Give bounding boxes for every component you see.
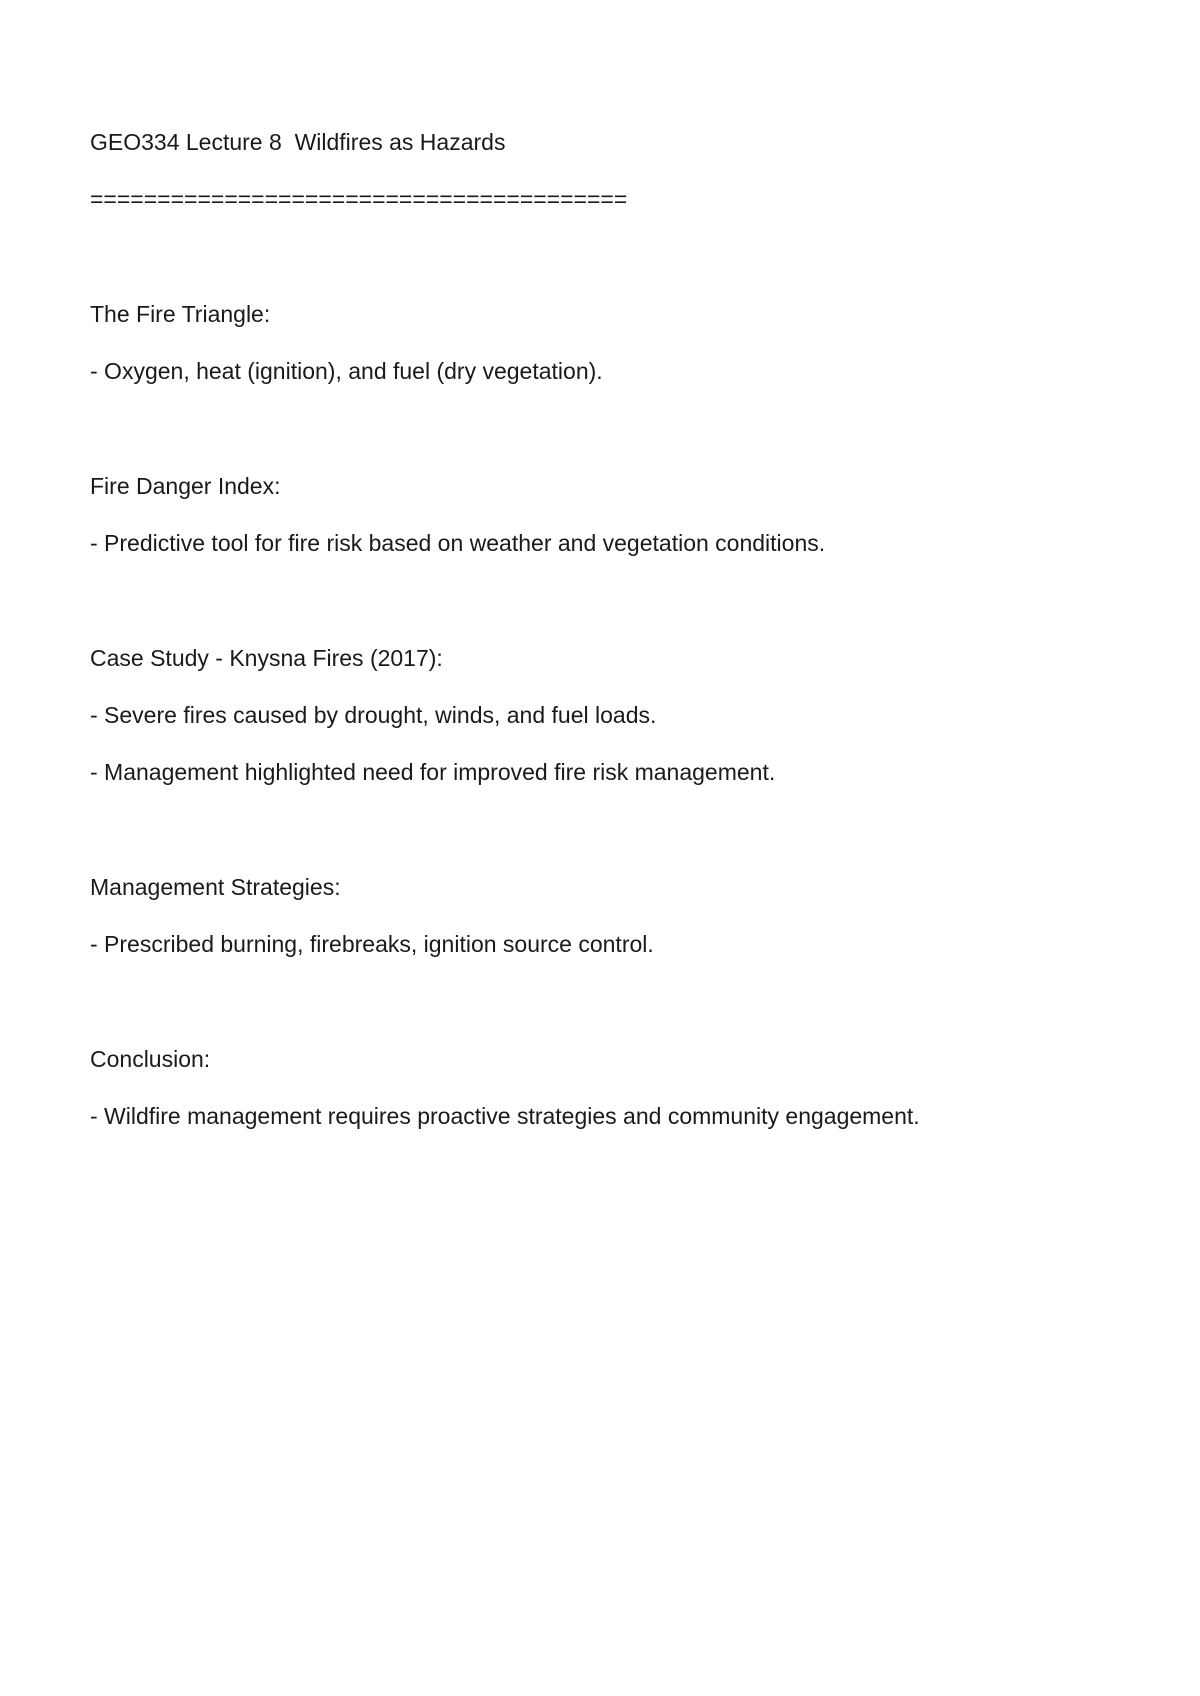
title-underline-rule: ======================================== bbox=[90, 186, 628, 212]
bullet-management-strategies: - Prescribed burning, firebreaks, ignition source control. bbox=[90, 931, 654, 957]
section-heading-fire-danger-index: Fire Danger Index: bbox=[90, 473, 281, 499]
bullet-case-study-management: - Management highlighted need for improved fire risk management. bbox=[90, 759, 776, 785]
section-heading-fire-triangle: The Fire Triangle: bbox=[90, 301, 271, 327]
bullet-fire-triangle: - Oxygen, heat (ignition), and fuel (dry vegetation). bbox=[90, 358, 603, 384]
section-heading-conclusion: Conclusion: bbox=[90, 1046, 211, 1072]
document-title: GEO334 Lecture 8 Wildfires as Hazards bbox=[90, 129, 506, 155]
section-heading-case-study: Case Study - Knysna Fires (2017): bbox=[90, 645, 443, 671]
bullet-case-study-causes: - Severe fires caused by drought, winds, and fuel loads. bbox=[90, 702, 657, 728]
section-heading-management-strategies: Management Strategies: bbox=[90, 874, 341, 900]
bullet-conclusion: - Wildfire management requires proactive strategies and community engagement. bbox=[90, 1103, 920, 1129]
bullet-fire-danger-index: - Predictive tool for fire risk based on weather and vegetation conditions. bbox=[90, 530, 826, 556]
